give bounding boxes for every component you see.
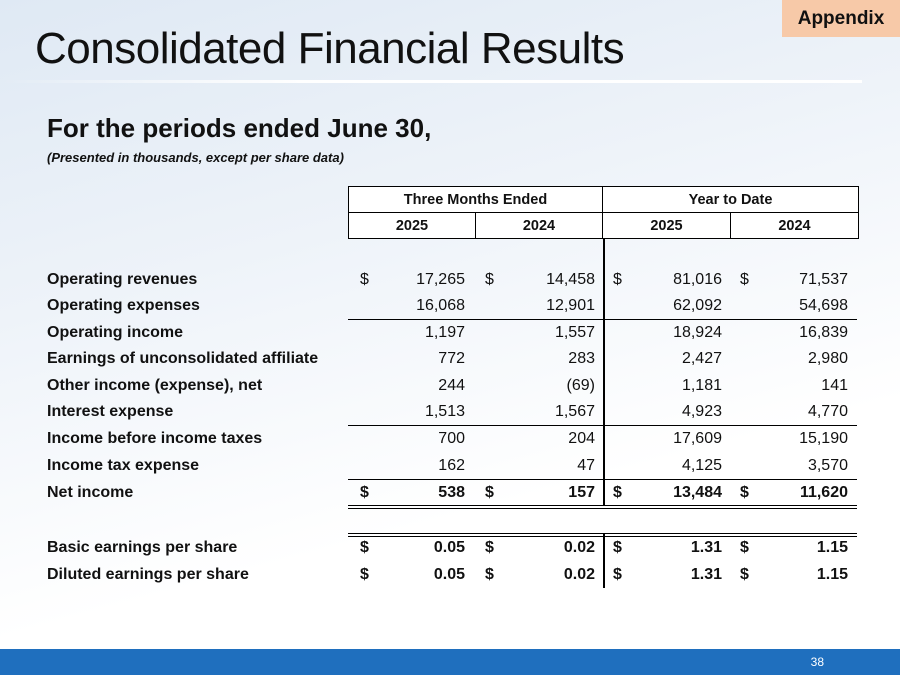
- header-year-to-date: Year to Date: [602, 186, 859, 213]
- currency-symbol: $: [740, 271, 749, 288]
- row-value: 141: [821, 377, 848, 394]
- row-value: 283: [568, 350, 595, 367]
- row-value: 17,265: [416, 271, 465, 288]
- row-label: Basic earnings per share: [47, 539, 238, 556]
- table-row: [0, 346, 900, 372]
- table-row: [0, 453, 900, 479]
- row-label: Operating revenues: [47, 271, 198, 288]
- header-year-q-2024: 2024: [475, 212, 603, 239]
- currency-symbol: $: [485, 539, 494, 556]
- row-value: 244: [438, 377, 465, 394]
- row-value: 16,068: [416, 297, 465, 314]
- row-value: 1.15: [816, 566, 848, 583]
- slide-title: Consolidated Financial Results: [35, 24, 625, 73]
- table-row: [0, 535, 900, 561]
- appendix-badge: Appendix: [782, 0, 900, 37]
- currency-symbol: $: [613, 539, 622, 556]
- row-label: Operating expenses: [47, 297, 200, 314]
- subtotal-rule-operating: [348, 319, 857, 320]
- row-value: 12,901: [546, 297, 595, 314]
- row-value: 1,513: [424, 403, 465, 420]
- period-heading: For the periods ended June 30,: [47, 113, 432, 143]
- table-row: [0, 480, 900, 506]
- row-value: 1,197: [424, 324, 465, 341]
- row-value: 11,620: [799, 484, 848, 501]
- row-value: 700: [438, 430, 465, 447]
- row-value: 772: [438, 350, 465, 367]
- row-value: 4,923: [681, 403, 722, 420]
- row-label: Other income (expense), net: [47, 377, 263, 394]
- units-note: (Presented in thousands, except per share data): [47, 150, 344, 165]
- row-value: (69): [566, 377, 595, 394]
- table-row: [0, 562, 900, 588]
- currency-symbol: $: [613, 271, 622, 288]
- page-number: 38: [810, 655, 824, 669]
- currency-symbol: $: [485, 484, 494, 501]
- header-year-ytd-2024: 2024: [730, 212, 859, 239]
- row-label: Income tax expense: [47, 457, 200, 474]
- row-value: 0.02: [563, 566, 595, 583]
- table-row: [0, 399, 900, 425]
- currency-symbol: $: [613, 484, 622, 501]
- row-value: 1.15: [816, 539, 848, 556]
- row-value: 16,839: [799, 324, 848, 341]
- double-rule-eps: [348, 533, 857, 537]
- currency-symbol: $: [613, 566, 622, 583]
- row-value: 157: [568, 484, 595, 501]
- row-value: 0.05: [433, 539, 465, 556]
- row-value: 17,609: [673, 430, 722, 447]
- row-value: 0.02: [563, 539, 595, 556]
- row-value: 1,557: [554, 324, 595, 341]
- row-label: Earnings of unconsolidated affiliate: [47, 350, 319, 367]
- title-underline: [0, 80, 862, 83]
- table-row: [0, 293, 900, 319]
- currency-symbol: $: [360, 539, 369, 556]
- row-value: 13,484: [673, 484, 722, 501]
- row-label: Income before income taxes: [47, 430, 263, 447]
- row-label: Interest expense: [47, 403, 174, 420]
- table-row: [0, 426, 900, 452]
- row-label: Diluted earnings per share: [47, 566, 249, 583]
- row-value: 15,190: [799, 430, 848, 447]
- subtotal-rule-pretax: [348, 425, 857, 426]
- row-value: 1,181: [681, 377, 722, 394]
- row-value: 1.31: [690, 539, 722, 556]
- currency-symbol: $: [485, 566, 494, 583]
- row-value: 2,427: [681, 350, 722, 367]
- subtotal-rule-net: [348, 479, 857, 480]
- row-value: 4,125: [681, 457, 722, 474]
- row-value: 1,567: [554, 403, 595, 420]
- row-value: 204: [568, 430, 595, 447]
- row-value: 47: [577, 457, 595, 474]
- currency-symbol: $: [360, 566, 369, 583]
- row-value: 162: [438, 457, 465, 474]
- currency-symbol: $: [360, 484, 369, 501]
- row-value: 54,698: [799, 297, 848, 314]
- row-value: 3,570: [807, 457, 848, 474]
- double-rule-net-income: [348, 505, 857, 509]
- row-value: 1.31: [690, 566, 722, 583]
- header-year-q-2025: 2025: [348, 212, 476, 239]
- header-three-months: Three Months Ended: [348, 186, 603, 213]
- row-value: 0.05: [433, 566, 465, 583]
- currency-symbol: $: [740, 539, 749, 556]
- row-label: Operating income: [47, 324, 184, 341]
- row-value: 538: [438, 484, 465, 501]
- row-value: 81,016: [673, 271, 722, 288]
- table-row: [0, 320, 900, 346]
- currency-symbol: $: [740, 484, 749, 501]
- currency-symbol: $: [740, 566, 749, 583]
- currency-symbol: $: [360, 271, 369, 288]
- row-value: 2,980: [807, 350, 848, 367]
- footer-bar: [0, 649, 900, 675]
- header-year-ytd-2025: 2025: [602, 212, 731, 239]
- row-value: 71,537: [799, 271, 848, 288]
- row-value: 4,770: [807, 403, 848, 420]
- row-value: 62,092: [673, 297, 722, 314]
- row-value: 14,458: [546, 271, 595, 288]
- table-row: [0, 267, 900, 293]
- table-row: [0, 373, 900, 399]
- currency-symbol: $: [485, 271, 494, 288]
- row-label: Net income: [47, 484, 134, 501]
- row-value: 18,924: [673, 324, 722, 341]
